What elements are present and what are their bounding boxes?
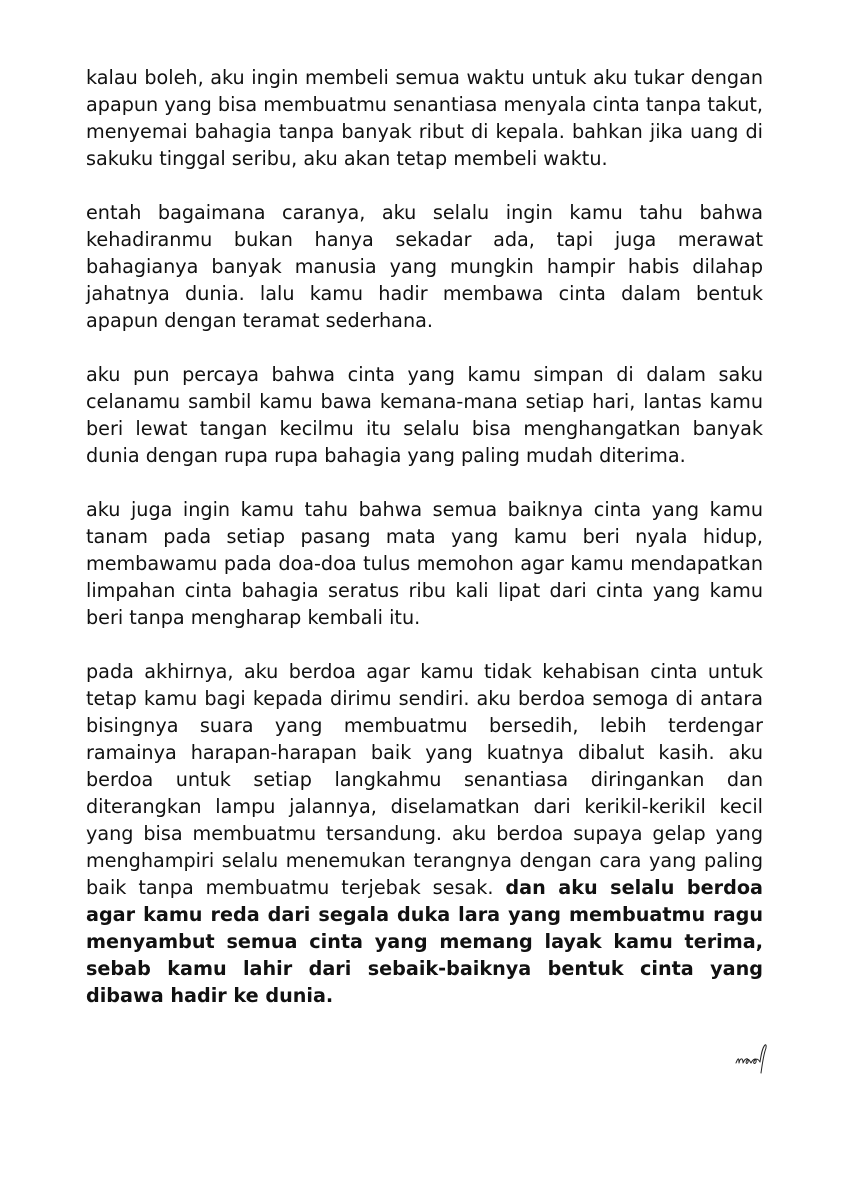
paragraph-1: kalau boleh, aku ingin membeli semua waktu untuk aku tukar dengan apapun yang bisa membuatmu senantiasa menyala cinta tanpa takut, menyemai bahagia tanpa banyak ribut di kepala. bahkan jika uang di sakuku tinggal seribu, aku akan tetap membeli waktu. <box>86 66 763 170</box>
paragraph-3: aku pun percaya bahwa cinta yang kamu simpan di dalam saku celanamu sambil kamu bawa kemana-mana setiap hari, lantas kamu beri lewat tangan kecilmu itu selalu bisa menghangatkan banyak dunia dengan rupa rupa bahagia yang paling mudah diterima. <box>86 363 763 467</box>
paragraph-5-regular: pada akhirnya, aku berdoa agar kamu tidak kehabisan cinta untuk tetap kamu bagi kepada dirimu sendiri. aku berdoa semoga di antara bisingnya suara yang membuatmu bersedih, lebih terdengar ramainya harapan-harapan baik yang kuatnya dibalut kasih. aku berdoa untuk setiap langkahmu senantiasa diringankan dan diterangkan lampu jalannya, diselamatkan dari kerikil-kerikil kecil yang bisa membuatmu tersandung. aku berdoa supaya gelap yang menghampiri selalu menemukan terangnya dengan cara yang paling baik tanpa membuatmu terjebak sesak. <box>86 660 763 899</box>
paragraph-2: entah bagaimana caranya, aku selalu ingin kamu tahu bahwa kehadiranmu bukan hanya sekadar ada, tapi juga merawat bahagianya banyak manusia yang mungkin hampir habis dilahap jahatnya dunia. lalu kamu hadir membawa cinta dalam bentuk apapun dengan teramat sederhana. <box>86 201 763 332</box>
paragraph-4: aku juga ingin kamu tahu bahwa semua baiknya cinta yang kamu tanam pada setiap pasang mata yang kamu beri nyala hidup, membawamu pada doa-doa tulus memohon agar kamu mendapatkan limpahan cinta bahagia seratus ribu kali lipat dari cinta yang kamu beri tanpa mengharap kembali itu. <box>86 498 763 629</box>
document-body <box>86 64 763 1009</box>
paragraph-5-bold: dan aku selalu berdoa agar kamu reda dari segala duka lara yang membuatmu ragu menyambut semua cinta yang memang layak kamu terima, sebab kamu lahir dari sebaik-baiknya bentuk cinta yang dibawa hadir ke dunia. <box>86 876 763 1007</box>
paragraph-5 <box>86 658 763 1009</box>
signature-handwritten <box>734 1042 770 1076</box>
